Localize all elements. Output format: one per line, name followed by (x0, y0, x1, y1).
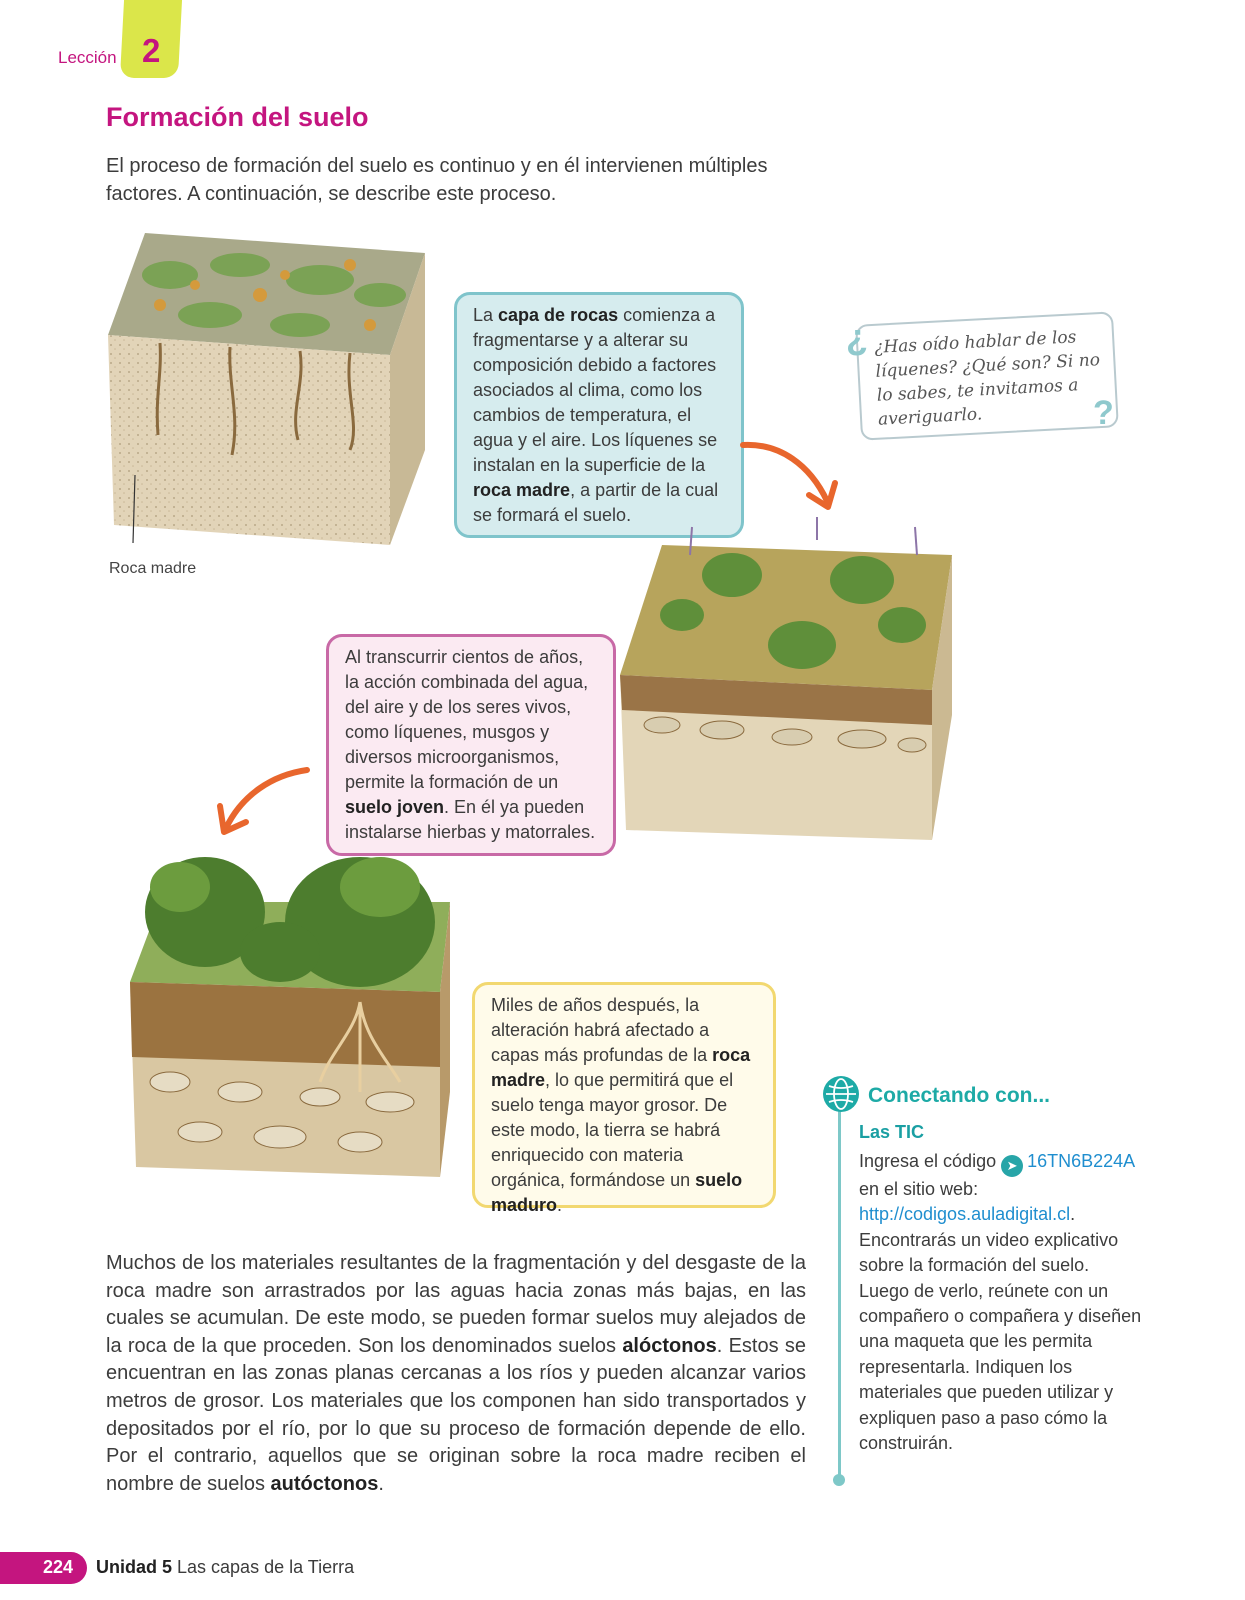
footer-unit: Unidad 5 Las capas de la Tierra (96, 1557, 355, 1577)
sidebar-rule (838, 1100, 841, 1482)
conectando-subtitle: Las TIC (859, 1122, 925, 1142)
access-code: 16TN6B224A (1027, 1151, 1135, 1171)
callout-capa-de-rocas: La capa de rocas comienza a fragmentarse y a alterar su composición debido a factores asociados al clima, como los cambios de temperatura, el agua y el aire. Los líquenes se instalan en la superficie de la roca madre, a partir de la cual se formará el suelo. (454, 292, 744, 538)
question-text: ¿Has oído hablar de los líquenes? ¿Qué son? Si no lo sabes, te invitamos a averiguarlo. (873, 327, 1101, 430)
page-title: Formación del suelo (106, 102, 369, 132)
globe-icon (822, 1075, 860, 1113)
rock-block-illustration (100, 225, 440, 555)
rocket-icon: ➤ (1001, 1155, 1023, 1177)
page-number: 224 (42, 1557, 73, 1577)
question-open-mark: ¿ (846, 316, 868, 357)
lesson-number: 2 (142, 32, 161, 69)
roca-madre-label: Roca madre (109, 560, 197, 577)
callout-suelo-maduro: Miles de años después, la alteración habrá afectado a capas más profundas de la roca madre, lo que permitirá que el suelo tenga mayor grosor. De este modo, la tierra se habrá enriquecido con materia orgánica, formándose un suelo maduro. (472, 982, 776, 1208)
arrow-left-down-icon (212, 760, 317, 840)
lesson-word: Lección (58, 48, 117, 67)
website-link[interactable]: http://codigos.auladigital.cl (859, 1204, 1071, 1225)
body-paragraph: Muchos de los materiales resultantes de la fragmentación y del desgaste de la roca madre son arrastrados por las aguas hacia zonas más bajas, en las cuales se acumulan. De este modo, se pueden formar suelos muy alejados de la roca de la que proceden. Son los denominados suelos alóctonos. Estos se encuentran en las zonas planas cercanas a los ríos y pueden alcanzar varios metros de grosor. Los materiales que los componen han sido transportados y depositados por el río, por lo que su proceso de formación depende de ello. Por el contrario, aquellos que se originan sobre la roca madre reciben el nombre de suelos autóctonos. (106, 1252, 806, 1495)
question-note (855, 311, 1119, 440)
conectando-title: Conectando con... (868, 1084, 1051, 1107)
question-close-mark: ? (1093, 394, 1114, 432)
intro-paragraph: El proceso de formación del suelo es continuo y en él intervienen múltiples factores. A continuación, se describe este proceso. (106, 155, 768, 205)
page-number-tab (0, 1552, 87, 1584)
sidebar-rule-end (833, 1474, 845, 1486)
young-soil-illustration (612, 515, 962, 850)
conectando-body: Ingresa el código ➤ 16TN6B224A en el sitio web: http://codigos.auladigital.cl. Encontrarás un video explicativo sobre la formación del suelo. Luego de verlo, reúnete con un compañero o compañera y diseñen una maqueta que les permita representarla. Indiquen los materiales que pueden utilizar y expliquen paso a paso cómo la construirán. (859, 1151, 1142, 1454)
mature-soil-illustration (120, 842, 465, 1187)
arrow-right-down-icon (735, 435, 845, 520)
callout-suelo-joven: Al transcurrir cientos de años, la acción combinada del agua, del aire y de los seres vivos, como líquenes, musgos y diversos microorganismos, permite la formación de un suelo joven. En él ya pueden instalarse hierbas y matorrales. (326, 634, 616, 856)
